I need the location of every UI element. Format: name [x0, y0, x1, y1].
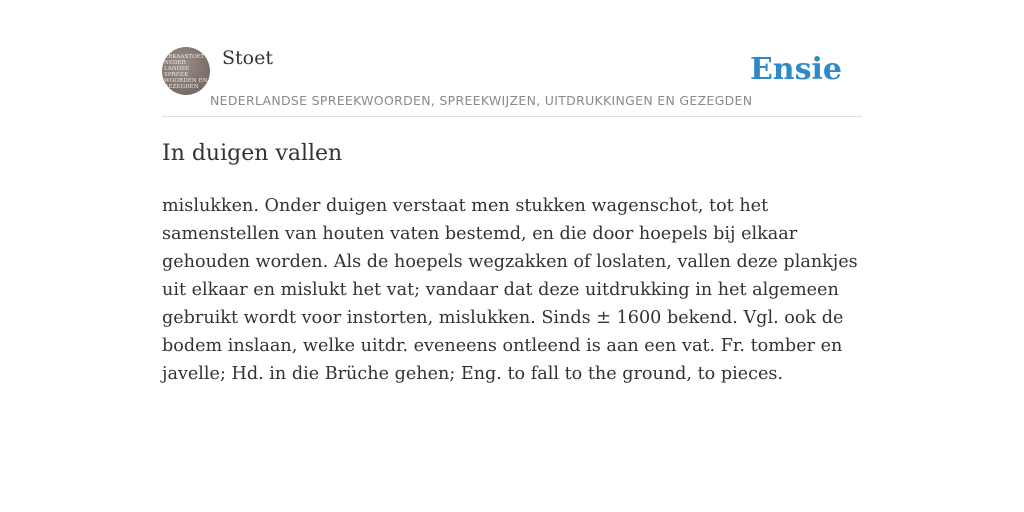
avatar-text-line: GEZEGDEN: [164, 84, 199, 90]
source-avatar[interactable]: [162, 47, 210, 95]
source-name[interactable]: Stoet: [222, 47, 273, 69]
entry-definition: mislukken. Onder duigen verstaat men stukken wagenschot, tot het samenstellen van houten vaten bestemd, en die door hoepels bij elkaar gehouden worden. Als de hoepels wegzakken of loslaten, vallen deze plankjes uit elkaar en mislukt het vat; vandaar dat deze uitdrukking in het algemeen gebruikt wordt voor instorten, mislukken. Sinds ± 1600 bekend. Vgl. ook de bodem inslaan, welke uitdr. eveneens ontleend is aan een vat. Fr. tomber en javelle; Hd. in die Brüche gehen; Eng. to fall to the ground, to pieces.: [162, 196, 858, 384]
avatar-text-line: ERKAASTOET: [164, 54, 205, 60]
entry-term: In duigen vallen: [162, 141, 343, 166]
brand-logo-link[interactable]: Ensie: [749, 52, 842, 87]
avatar-text-line: LANDSE: [164, 66, 190, 72]
avatar-text-line: SPREEK: [164, 72, 189, 78]
header: [162, 46, 862, 117]
avatar-text-line: NEDER: [164, 60, 186, 66]
avatar-text-line: WOORDEN EN: [164, 78, 208, 84]
source-subtitle: NEDERLANDSE SPREEKWOORDEN, SPREEKWIJZEN, UITDRUKKINGEN EN GEZEGDEN: [210, 93, 753, 108]
